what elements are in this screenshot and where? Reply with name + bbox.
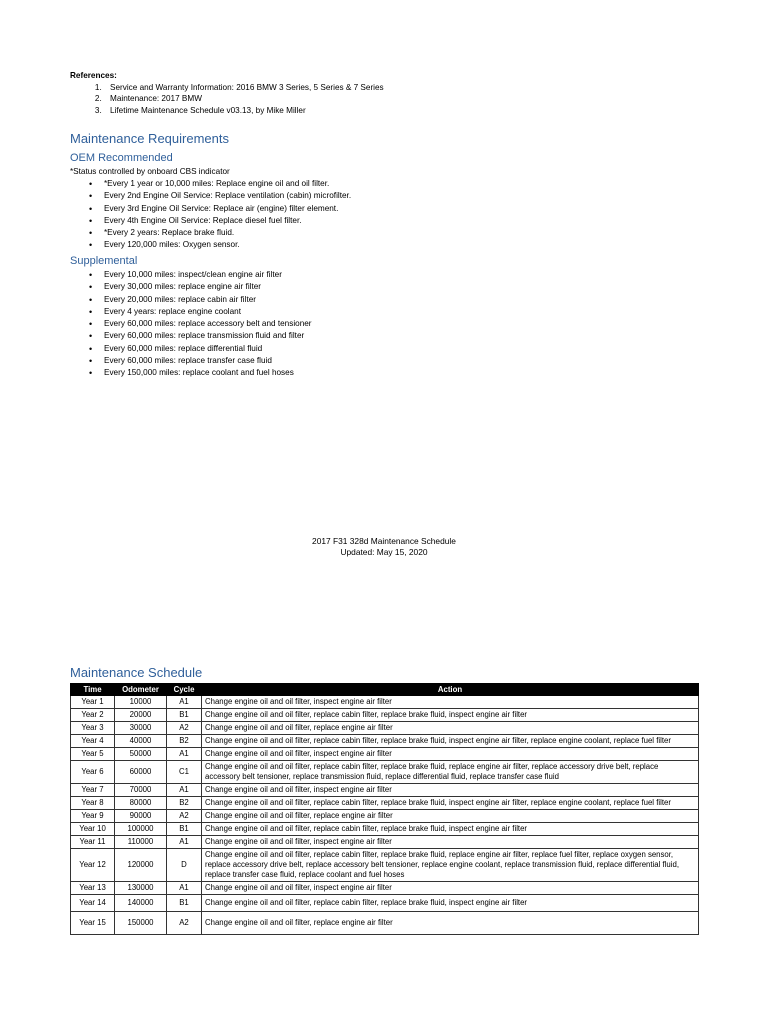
maintenance-schedule-heading: Maintenance Schedule bbox=[70, 665, 203, 680]
column-header-action: Action bbox=[202, 684, 699, 696]
maintenance-schedule-table bbox=[70, 683, 699, 935]
time-cell: Year 5 bbox=[71, 748, 115, 761]
list-item: • Every 120,000 miles: Oxygen sensor. bbox=[104, 239, 351, 251]
cycle-cell: A1 bbox=[167, 882, 202, 895]
list-item: • Every 60,000 miles: replace accessory belt and tensioner bbox=[104, 318, 312, 330]
table-row bbox=[71, 735, 699, 748]
table-row bbox=[71, 784, 699, 797]
time-cell: Year 15 bbox=[71, 912, 115, 935]
time-cell: Year 13 bbox=[71, 882, 115, 895]
cycle-cell: B2 bbox=[167, 735, 202, 748]
odometer-cell: 80000 bbox=[115, 797, 167, 810]
time-cell: Year 14 bbox=[71, 895, 115, 912]
odometer-cell: 130000 bbox=[115, 882, 167, 895]
odometer-cell: 140000 bbox=[115, 895, 167, 912]
table-header-row bbox=[71, 684, 699, 696]
time-cell: Year 12 bbox=[71, 849, 115, 882]
time-cell: Year 2 bbox=[71, 709, 115, 722]
cycle-cell: B2 bbox=[167, 797, 202, 810]
time-cell: Year 8 bbox=[71, 797, 115, 810]
table-row bbox=[71, 722, 699, 735]
oem-recommended-list bbox=[70, 178, 351, 252]
list-item: • Every 20,000 miles: replace cabin air filter bbox=[104, 294, 312, 306]
table-row bbox=[71, 912, 699, 935]
action-cell: Change engine oil and oil filter, inspect engine air filter bbox=[202, 696, 699, 709]
references-label: References: bbox=[70, 71, 117, 80]
odometer-cell: 120000 bbox=[115, 849, 167, 882]
list-item: • Every 60,000 miles: replace transmission fluid and filter bbox=[104, 330, 312, 342]
action-cell: Change engine oil and oil filter, inspect engine air filter bbox=[202, 748, 699, 761]
action-cell: Change engine oil and oil filter, inspect engine air filter bbox=[202, 836, 699, 849]
action-cell: Change engine oil and oil filter, inspect engine air filter bbox=[202, 784, 699, 797]
cycle-cell: A1 bbox=[167, 836, 202, 849]
action-cell: Change engine oil and oil filter, replace engine air filter bbox=[202, 912, 699, 935]
table-row bbox=[71, 849, 699, 882]
supplemental-heading: Supplemental bbox=[70, 255, 138, 267]
cycle-cell: B1 bbox=[167, 823, 202, 836]
time-cell: Year 3 bbox=[71, 722, 115, 735]
time-cell: Year 6 bbox=[71, 761, 115, 784]
list-item: • Every 150,000 miles: replace coolant and fuel hoses bbox=[104, 367, 312, 379]
table-row bbox=[71, 810, 699, 823]
action-cell: Change engine oil and oil filter, replace cabin filter, replace brake fluid, replace engine air filter, replace fuel filter, replace oxygen sensor, replace accessory drive belt, replace accessory belt tensioner, replace engine coolant, replace transmission fluid, replace differential fluid, replace transfer case fluid, replace coolant and fuel hoses bbox=[202, 849, 699, 882]
references-list bbox=[70, 82, 384, 117]
maintenance-requirements-heading: Maintenance Requirements bbox=[70, 131, 229, 146]
cycle-cell: A2 bbox=[167, 722, 202, 735]
list-item: • Every 2nd Engine Oil Service: Replace ventilation (cabin) microfilter. bbox=[104, 190, 351, 202]
action-cell: Change engine oil and oil filter, replace cabin filter, replace brake fluid, inspect engine air filter bbox=[202, 895, 699, 912]
odometer-cell: 70000 bbox=[115, 784, 167, 797]
column-header-cycle: Cycle bbox=[167, 684, 202, 696]
updated-date: Updated: May 15, 2020 bbox=[340, 547, 428, 557]
table-row bbox=[71, 709, 699, 722]
cycle-cell: A1 bbox=[167, 748, 202, 761]
document-title: 2017 F31 328d Maintenance Schedule bbox=[312, 536, 456, 546]
time-cell: Year 10 bbox=[71, 823, 115, 836]
list-item: • Every 60,000 miles: replace differential fluid bbox=[104, 343, 312, 355]
odometer-cell: 100000 bbox=[115, 823, 167, 836]
odometer-cell: 10000 bbox=[115, 696, 167, 709]
column-header-odometer: Odometer bbox=[115, 684, 167, 696]
list-item: • Every 60,000 miles: replace transfer case fluid bbox=[104, 355, 312, 367]
list-item: • Every 4 years: replace engine coolant bbox=[104, 306, 312, 318]
time-cell: Year 11 bbox=[71, 836, 115, 849]
cycle-cell: B1 bbox=[167, 709, 202, 722]
references-block bbox=[70, 70, 384, 116]
table-row bbox=[71, 797, 699, 810]
action-cell: Change engine oil and oil filter, replace cabin filter, replace brake fluid, inspect engine air filter, replace engine coolant, replace fuel filter bbox=[202, 735, 699, 748]
cycle-cell: A2 bbox=[167, 810, 202, 823]
odometer-cell: 50000 bbox=[115, 748, 167, 761]
action-cell: Change engine oil and oil filter, replace cabin filter, replace brake fluid, inspect engine air filter bbox=[202, 823, 699, 836]
odometer-cell: 110000 bbox=[115, 836, 167, 849]
table-row bbox=[71, 882, 699, 895]
cycle-cell: A1 bbox=[167, 784, 202, 797]
table-row bbox=[71, 696, 699, 709]
odometer-cell: 90000 bbox=[115, 810, 167, 823]
oem-recommended-heading: OEM Recommended bbox=[70, 152, 173, 164]
table-row bbox=[71, 895, 699, 912]
time-cell: Year 4 bbox=[71, 735, 115, 748]
list-item: • Every 10,000 miles: inspect/clean engine air filter bbox=[104, 269, 312, 281]
table-row bbox=[71, 748, 699, 761]
time-cell: Year 9 bbox=[71, 810, 115, 823]
action-cell: Change engine oil and oil filter, inspect engine air filter bbox=[202, 882, 699, 895]
supplemental-list bbox=[70, 269, 312, 380]
action-cell: Change engine oil and oil filter, replace engine air filter bbox=[202, 810, 699, 823]
reference-item: 2. Maintenance: 2017 BMW bbox=[104, 93, 384, 105]
table-row bbox=[71, 823, 699, 836]
cycle-cell: A2 bbox=[167, 912, 202, 935]
odometer-cell: 60000 bbox=[115, 761, 167, 784]
table-row bbox=[71, 836, 699, 849]
time-cell: Year 7 bbox=[71, 784, 115, 797]
list-item: • Every 30,000 miles: replace engine air filter bbox=[104, 281, 312, 293]
column-header-time: Time bbox=[71, 684, 115, 696]
action-cell: Change engine oil and oil filter, replace cabin filter, replace brake fluid, inspect engine air filter, replace engine coolant, replace fuel filter bbox=[202, 797, 699, 810]
cycle-cell: B1 bbox=[167, 895, 202, 912]
reference-item: 3. Lifetime Maintenance Schedule v03.13, by Mike Miller bbox=[104, 105, 384, 117]
action-cell: Change engine oil and oil filter, replace cabin filter, replace brake fluid, replace engine air filter, replace accessory drive belt, replace accessory belt tensioner, replace transmission fluid, replace differential fluid, replace transfer case fluid bbox=[202, 761, 699, 784]
time-cell: Year 1 bbox=[71, 696, 115, 709]
list-item: • *Every 1 year or 10,000 miles: Replace engine oil and oil filter. bbox=[104, 178, 351, 190]
table-row bbox=[71, 761, 699, 784]
list-item: • Every 3rd Engine Oil Service: Replace air (engine) filter element. bbox=[104, 203, 351, 215]
cycle-cell: D bbox=[167, 849, 202, 882]
odometer-cell: 40000 bbox=[115, 735, 167, 748]
action-cell: Change engine oil and oil filter, replace engine air filter bbox=[202, 722, 699, 735]
list-item: • Every 4th Engine Oil Service: Replace diesel fuel filter. bbox=[104, 215, 351, 227]
odometer-cell: 150000 bbox=[115, 912, 167, 935]
action-cell: Change engine oil and oil filter, replace cabin filter, replace brake fluid, inspect engine air filter bbox=[202, 709, 699, 722]
cycle-cell: C1 bbox=[167, 761, 202, 784]
cbs-status-note: *Status controlled by onboard CBS indicator bbox=[70, 167, 230, 176]
reference-item: 1. Service and Warranty Information: 2016 BMW 3 Series, 5 Series & 7 Series bbox=[104, 82, 384, 94]
odometer-cell: 20000 bbox=[115, 709, 167, 722]
odometer-cell: 30000 bbox=[115, 722, 167, 735]
cycle-cell: A1 bbox=[167, 696, 202, 709]
list-item: • *Every 2 years: Replace brake fluid. bbox=[104, 227, 351, 239]
